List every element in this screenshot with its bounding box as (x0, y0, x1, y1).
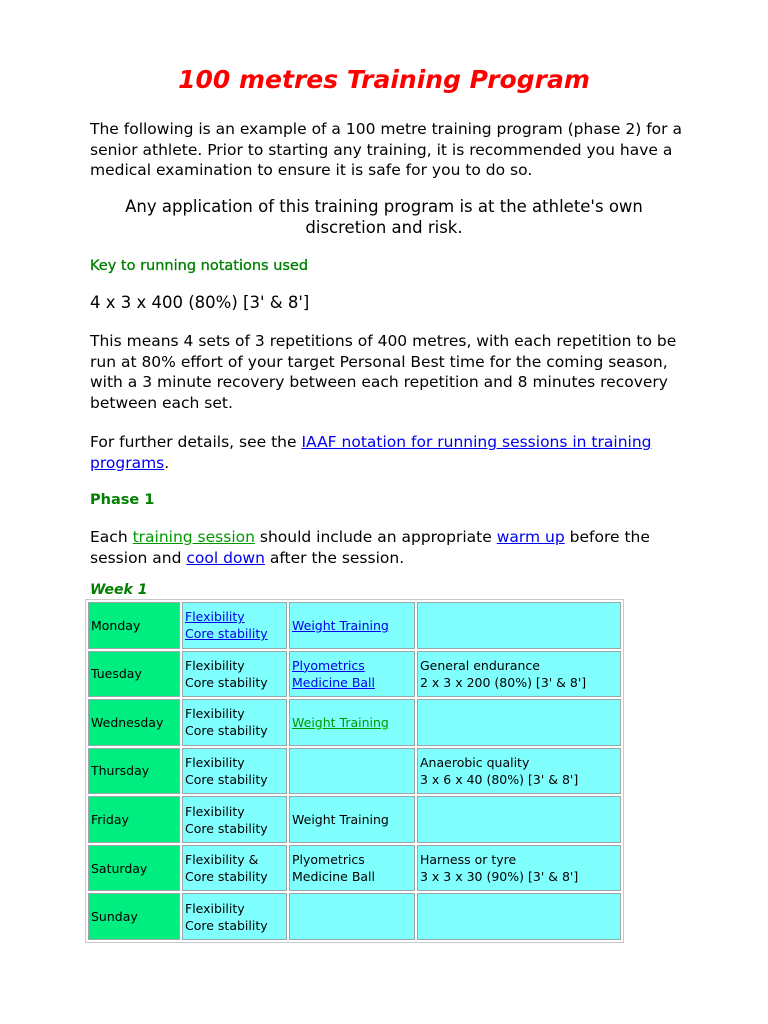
cell-line: Medicine Ball (292, 869, 375, 885)
cell-line: Core stability (185, 820, 268, 836)
session-text-1: Each (90, 528, 133, 546)
running-cell (417, 699, 621, 746)
page-title: 100 metres Training Program (178, 65, 590, 94)
details-paragraph (90, 432, 690, 473)
plyometrics-link[interactable]: Plyometrics (292, 657, 365, 673)
day-cell: Sunday (88, 893, 180, 940)
running-cell (417, 893, 621, 940)
cell-line: Harness or tyre (420, 852, 517, 868)
details-suffix: . (164, 453, 170, 472)
day-cell: Wednesday (88, 699, 180, 746)
strength-cell (289, 893, 415, 940)
weight-training-link[interactable]: Weight Training (292, 617, 389, 633)
day-cell: Tuesday (88, 651, 180, 698)
cell-line: Core stability (185, 723, 268, 739)
session-text-4: after the session. (264, 548, 405, 567)
cell-line: General endurance (420, 657, 540, 673)
week-heading: Week 1 (90, 582, 148, 598)
strength-cell (289, 748, 415, 795)
table-row (88, 748, 621, 795)
session-paragraph (90, 527, 690, 568)
cell-line: Core stability (185, 917, 268, 933)
table-row (88, 602, 621, 649)
flexibility-link[interactable]: Flexibility (185, 609, 245, 625)
running-cell (417, 796, 621, 843)
weight-training-link[interactable]: Weight Training (292, 714, 389, 730)
training-session-link[interactable]: training session (132, 528, 255, 546)
cell-line: Flexibility (185, 706, 245, 722)
cell-line: Plyometrics (292, 852, 365, 868)
phase-heading: Phase 1 (90, 492, 155, 508)
running-cell (417, 602, 621, 649)
table-row (88, 699, 621, 746)
warmup-cell (182, 651, 287, 698)
table-row (88, 845, 621, 892)
table-row (88, 796, 621, 843)
medicine-ball-link[interactable]: Medicine Ball (292, 674, 375, 690)
strength-cell (289, 699, 415, 746)
cell-line: 3 x 3 x 30 (90%) [3' & 8'] (420, 869, 579, 885)
cell-line: Core stability (185, 869, 268, 885)
table-row (88, 893, 621, 940)
strength-cell (289, 845, 415, 892)
warmup-cell (182, 845, 287, 892)
core-stability-link[interactable]: Core stability (185, 626, 268, 642)
cell-line: Flexibility (185, 657, 245, 673)
cell-line: Core stability (185, 674, 268, 690)
day-cell: Friday (88, 796, 180, 843)
warm-up-link[interactable]: warm up (496, 528, 565, 546)
details-prefix: For further details, see the (90, 433, 302, 451)
day-cell: Monday (88, 602, 180, 649)
strength-cell (289, 602, 415, 649)
running-cell (417, 748, 621, 795)
intro-paragraph: The following is an example of a 100 metre training program (phase 2) for a senior athlete. Prior to starting any training, it is recommended you have a medical examination to ensure it is safe for you to do so. (90, 120, 682, 179)
running-cell (417, 651, 621, 698)
cell-line: Core stability (185, 771, 268, 787)
cell-line: Anaerobic quality (420, 754, 530, 770)
week-schedule-table (85, 599, 624, 943)
day-cell: Saturday (88, 845, 180, 892)
session-text-2: should include an appropriate (254, 528, 497, 546)
notation-explanation: This means 4 sets of 3 repetitions of 400 metres, with each repetition to be run at 80% effort of your target Personal Best time for the coming season, with a 3 minute recovery between each repetition and 8 minutes recovery between each set. (90, 332, 677, 412)
notation-example: 4 x 3 x 400 (80%) [3' & 8'] (90, 293, 310, 312)
strength-cell (289, 651, 415, 698)
running-cell (417, 845, 621, 892)
iaaf-notation-link[interactable]: IAAF notation for running sessions in training programs (90, 433, 652, 472)
warmup-cell (182, 893, 287, 940)
table-row (88, 651, 621, 698)
cell-line: 2 x 3 x 200 (80%) [3' & 8'] (420, 674, 587, 690)
cell-line: Flexibility (185, 754, 245, 770)
warmup-cell (182, 699, 287, 746)
strength-cell (289, 796, 415, 843)
warmup-cell (182, 748, 287, 795)
key-heading: Key to running notations used (90, 258, 309, 274)
cool-down-link[interactable]: cool down (186, 548, 265, 567)
day-cell: Thursday (88, 748, 180, 795)
cell-line: Flexibility (185, 900, 245, 916)
cell-line: Flexibility & (185, 852, 259, 868)
cell-line: 3 x 6 x 40 (80%) [3' & 8'] (420, 771, 579, 787)
disclaimer-paragraph: Any application of this training program is at the athlete's own discretion and risk. (125, 197, 643, 237)
warmup-cell (182, 796, 287, 843)
cell-line: Flexibility (185, 803, 245, 819)
session-text-3: before the session and (90, 528, 650, 567)
cell-line: Weight Training (292, 812, 389, 828)
warmup-cell (182, 602, 287, 649)
